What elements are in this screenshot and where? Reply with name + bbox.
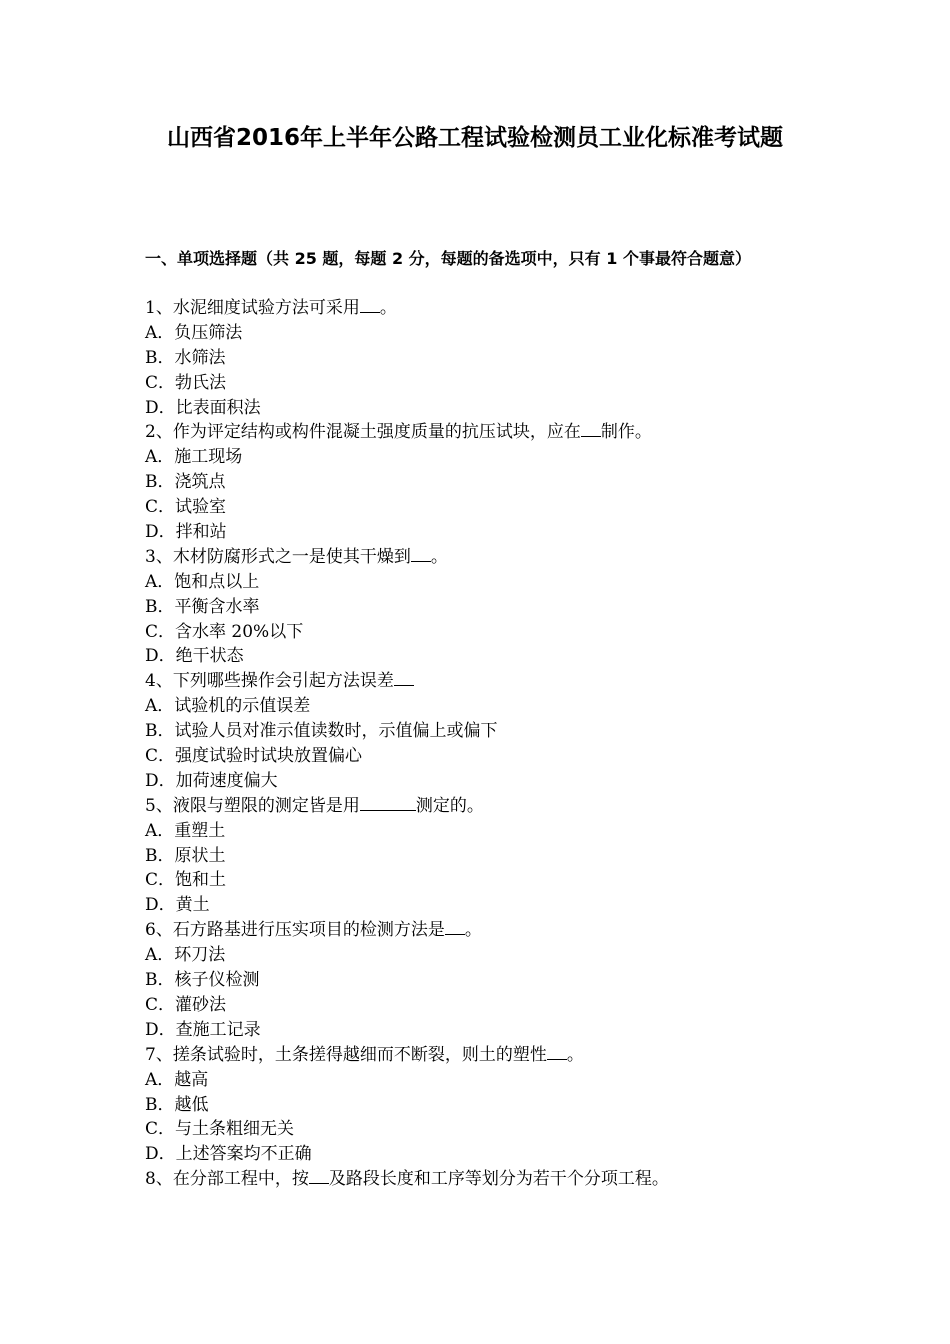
answer-option: B．核子仪检测	[145, 970, 260, 991]
question-text: 5、液限与塑限的测定皆是用	[145, 795, 360, 816]
answer-option: D．拌和站	[145, 522, 227, 543]
answer-blank	[394, 670, 414, 686]
question-text: 1、水泥细度试验方法可采用	[145, 298, 360, 318]
question-stem	[145, 794, 810, 819]
question-text-tail: 制作。	[600, 422, 652, 443]
question-text: 4、下列哪些操作会引起方法误差	[145, 671, 394, 692]
answer-option: C．灌砂法	[145, 994, 227, 1015]
answer-blank	[309, 1168, 329, 1184]
question-text-tail: 。	[566, 1044, 584, 1065]
question-stem	[145, 545, 810, 570]
answer-option: C．勃氏法	[145, 372, 227, 393]
question-text-tail: 。	[464, 920, 482, 941]
question-text-tail: 。	[430, 546, 448, 567]
question-stem	[145, 420, 810, 445]
answer-option: D．查施工记录	[145, 1019, 261, 1040]
question-stem	[145, 669, 810, 694]
question-text-tail: 测定的。	[415, 795, 484, 816]
answer-blank	[360, 297, 380, 313]
question-text-tail: 及路段长度和工序等划分为若干个分项工程。	[328, 1169, 669, 1190]
answer-option: C．含水率 20%以下	[145, 621, 304, 642]
answer-blank	[445, 919, 465, 935]
question-text: 7、搓条试验时，土条搓得越细而不断裂，则土的塑性	[145, 1044, 547, 1065]
answer-blank	[547, 1044, 567, 1060]
answer-option: A．施工现场	[145, 447, 243, 468]
answer-option: D．加荷速度偏大	[145, 770, 278, 791]
question-text: 2、作为评定结构或构件混凝土强度质量的抗压试块，应在	[145, 422, 581, 443]
question-stem	[145, 296, 810, 321]
question-text: 8、在分部工程中，按	[145, 1169, 309, 1190]
answer-option: A．环刀法	[145, 945, 226, 966]
answer-option: B．越低	[145, 1094, 209, 1115]
answer-option: D．上述答案均不正确	[145, 1144, 312, 1165]
answer-option: B．浇筑点	[145, 472, 226, 493]
answer-option: C．饱和土	[145, 870, 227, 891]
question-text: 6、石方路基进行压实项目的检测方法是	[145, 920, 445, 941]
answer-option: A．重塑土	[145, 820, 226, 841]
answer-option: D．绝干状态	[145, 646, 244, 667]
question-text-tail: 。	[379, 298, 397, 318]
answer-option: B．试验人员对准示值读数时，示值偏上或偏下	[145, 721, 498, 742]
question-text: 3、木材防腐形式之一是使其干燥到	[145, 546, 411, 567]
page-title: 山西省2016年上半年公路工程试验检测员工业化标准考试题	[166, 125, 783, 151]
answer-option: C．试验室	[145, 497, 227, 518]
answer-blank	[360, 795, 416, 811]
question-list	[145, 296, 810, 1192]
answer-option: B．水筛法	[145, 347, 226, 368]
answer-option: A．饱和点以上	[145, 571, 260, 592]
answer-option: A．越高	[145, 1069, 209, 1090]
section-heading: 一、单项选择题（共 25 题，每题 2 分，每题的备选项中，只有 1 个事最符合题意）	[145, 249, 751, 268]
question-stem	[145, 1043, 810, 1068]
answer-blank	[411, 546, 431, 562]
answer-option: B．平衡含水率	[145, 596, 260, 617]
answer-option: A．试验机的示值误差	[145, 696, 311, 717]
answer-option: D．比表面积法	[145, 397, 261, 418]
answer-option: C．与土条粗细无关	[145, 1119, 295, 1140]
answer-option: B．原状土	[145, 845, 226, 866]
question-stem	[145, 1167, 810, 1192]
answer-option: D．黄土	[145, 895, 210, 916]
answer-option: C．强度试验时试块放置偏心	[145, 746, 363, 767]
answer-blank	[581, 421, 601, 437]
question-stem	[145, 918, 810, 943]
answer-option: A．负压筛法	[145, 322, 243, 343]
